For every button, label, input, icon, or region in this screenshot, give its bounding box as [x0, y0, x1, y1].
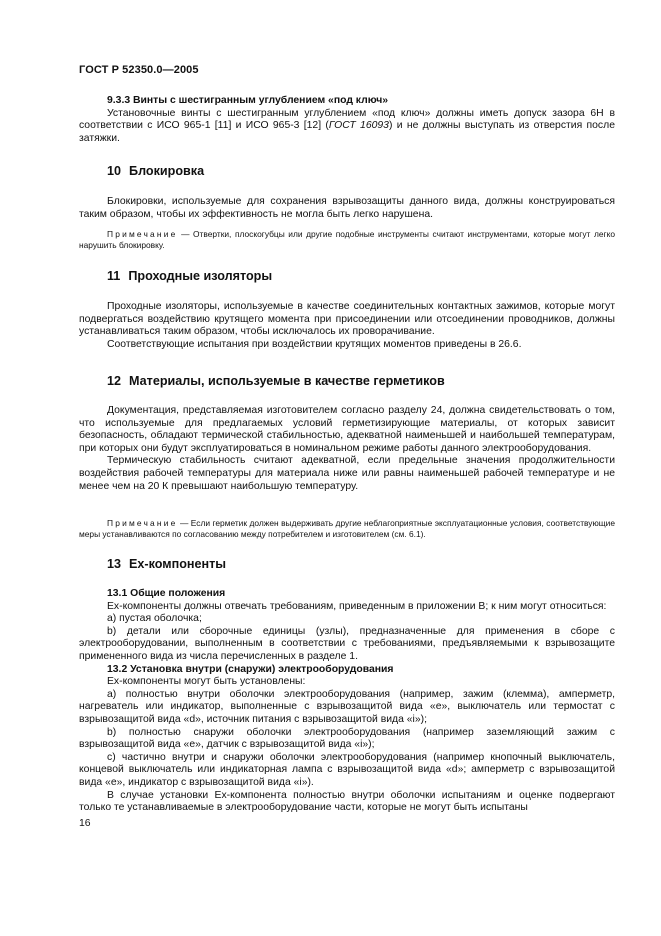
section-9-3-3: [79, 95, 615, 145]
paragraph: Документация, представляемая изготовителем согласно разделу 24, должна свидетельствовать о том, что используемые для предлагаемых условий герметизирующие материалы, от которых зависит безопасность, обладают термической стабильностью, адекватной наименьшей и наибольшей температурам, при которых они будут эксплуатироваться в номинальном режиме работы данного электрооборудования.: [79, 405, 615, 454]
paragraph-text: ) и не должны выступать из отверстия после затяжки.: [79, 120, 615, 144]
section-number: 12: [107, 374, 122, 388]
note-text: — Если герметик должен выдерживать другие неблагоприятные эксплуатационные условия, соответствующие меры устанавливаются по согласованию между потребителем и изготовителем (см. 6.1).: [79, 518, 615, 539]
note-label: Примечание: [107, 229, 178, 239]
section-10-body: [79, 196, 615, 221]
section-title: Ех-компоненты: [129, 557, 227, 571]
section-number: 10: [107, 164, 122, 178]
section-10-note: [79, 229, 615, 251]
note-label: Примечание: [107, 518, 178, 528]
paragraph: В случае установки Ех-компонента полностью внутри оболочки испытаниям и оценке подвергают только те устанавливаемые в электрооборудование части, которые не могут быть испытаны: [79, 789, 615, 814]
section-heading: [79, 269, 615, 283]
note: [79, 229, 615, 251]
list-item: b) детали или сборочные единицы (узлы), предназначенные для применения в сборе с электрооборудовании, выполненным в соответствии с требованиями, предъявляемыми к взрывозащите примененного вида из числа перечисленных в разделе 1.: [79, 625, 615, 662]
section-13: [79, 557, 615, 571]
section-11-body: [79, 301, 615, 351]
section-title: Проходные изоляторы: [128, 269, 273, 283]
list-item: b) полностью снаружи оболочки электрооборудования (например заземляющий зажим с взрывозащитой вида «е», датчик с взрывозащитой вида «i»);: [79, 726, 615, 751]
note: [79, 518, 615, 540]
page-number: 16: [79, 818, 91, 829]
paragraph-text: Установочные винты с шестигранным углублением «под ключ» должны иметь допуск зазора 6Н в соответствии с ИСО 965-1 [11] и ИСО 965-3 [12] (: [79, 107, 615, 132]
paragraph: Термическую стабильность считают адекватной, если предельные значения продолжительности воздействия рабочей температуры для материала ниже или равны наименьшей рабочей температуре и не менее чем на 20 К превышают наибольшую температуру.: [79, 455, 615, 492]
section-title: Блокировка: [129, 164, 205, 178]
section-title: Материалы, используемые в качестве герметиков: [129, 374, 445, 388]
subsection-heading: 13.2 Установка внутри (снаружи) электрооборудования: [107, 663, 394, 675]
paragraph: [79, 108, 615, 146]
subsection-heading: 13.1 Общие положения: [107, 588, 226, 599]
section-heading: [79, 557, 615, 571]
section-11: [79, 269, 615, 283]
list-item: а) полностью внутри оболочки электрооборудования (например, зажим (клемма), амперметр, нагреватель или индикатор, выполненные с взрывозащитой вида «е», выключатель или термостат с взрывозащитой вида «d», источник питания с взрывозащитой вида «i»);: [79, 688, 615, 725]
section-12: [79, 374, 615, 388]
section-12-note: [79, 518, 615, 540]
section-heading: [79, 164, 615, 178]
paragraph: Ех-компоненты могут быть установлены:: [107, 676, 306, 688]
list-item: а) пустая оболочка;: [107, 613, 202, 625]
section-heading: [79, 374, 615, 388]
note-text: — Отвертки, плоскогубцы или другие подобные инструменты считают инструментами, которые могут легко нарушить блокировку.: [79, 229, 615, 250]
section-number: 11: [107, 269, 121, 283]
section-12-body: [79, 405, 615, 493]
paragraph: Соответствующие испытания при воздействии крутящих моментов приведены в 26.6.: [107, 338, 522, 350]
section-10: [79, 164, 615, 178]
subsection-heading: 9.3.3 Винты с шестигранным углублением «под ключ»: [107, 95, 389, 106]
paragraph: Проходные изоляторы, используемые в качестве соединительных контактных зажимов, которые могут подвергаться воздействию крутящего момента при присоединении или отсоединении проводников, должны устанавливаться таким образом, чтобы исключалось их проворачивание.: [79, 301, 615, 338]
paragraph: Ех-компоненты должны отвечать требованиям, приведенным в приложении В; к ним могут относиться:: [107, 600, 607, 612]
section-13-body: [79, 588, 615, 815]
document-header: ГОСТ Р 52350.0—2005: [79, 64, 199, 76]
list-item: c) частично внутри и снаружи оболочки электрооборудования (например кнопочный выключатель, концевой выключатель или индикаторная лампа с взрывозащитой вида «d»; амперметр с взрывозащитой вида «е», индикатор с взрывозащитой вида «i»).: [79, 751, 615, 788]
paragraph: Блокировки, используемые для сохранения взрывозащиты данного вида, должны конструироваться таким образом, чтобы их эффективность не могла быть легко нарушена.: [79, 196, 615, 220]
standard-reference: ГОСТ 16093: [328, 120, 389, 132]
section-number: 13: [107, 557, 122, 571]
